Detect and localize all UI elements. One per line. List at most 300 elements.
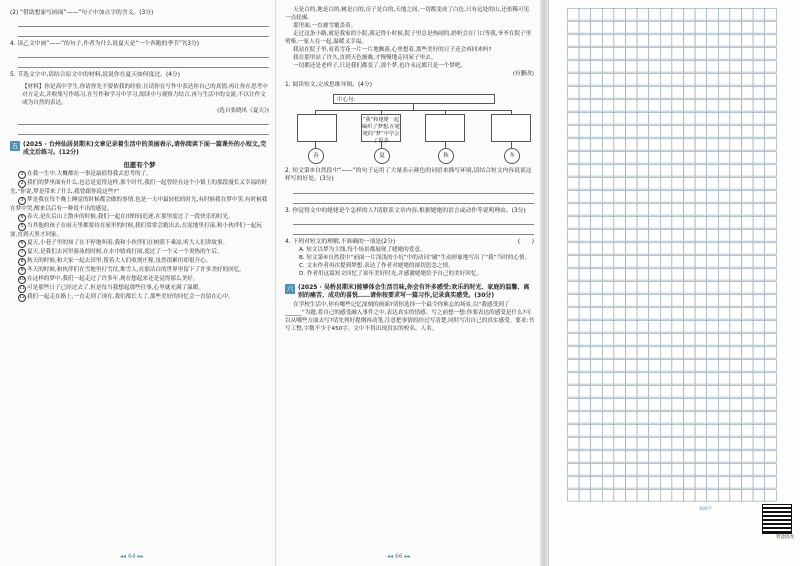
grid-cell[interactable]	[742, 438, 754, 450]
grid-cell[interactable]	[684, 165, 696, 177]
grid-cell[interactable]	[614, 243, 626, 255]
grid-cell[interactable]	[730, 100, 742, 112]
grid-cell[interactable]	[765, 100, 777, 112]
grid-cell[interactable]	[707, 126, 719, 138]
grid-cell[interactable]	[579, 399, 591, 411]
grid-cell[interactable]	[591, 87, 603, 99]
grid-cell[interactable]	[626, 126, 638, 138]
grid-cell[interactable]	[753, 451, 765, 463]
grid-cell[interactable]	[730, 165, 742, 177]
grid-cell[interactable]	[765, 256, 777, 268]
grid-cell[interactable]	[602, 243, 614, 255]
grid-cell[interactable]	[707, 256, 719, 268]
grid-cell[interactable]	[742, 451, 754, 463]
grid-cell[interactable]	[707, 230, 719, 242]
grid-cell[interactable]	[707, 399, 719, 411]
grid-cell[interactable]	[730, 126, 742, 138]
grid-cell[interactable]	[718, 256, 730, 268]
grid-cell[interactable]	[672, 217, 684, 229]
answer-line[interactable]	[293, 217, 534, 225]
grid-cell[interactable]	[614, 230, 626, 242]
grid-cell[interactable]	[649, 204, 661, 216]
grid-cell[interactable]	[695, 360, 707, 372]
grid-cell[interactable]	[626, 360, 638, 372]
grid-cell[interactable]	[765, 35, 777, 47]
grid-cell[interactable]	[695, 9, 707, 21]
grid-cell[interactable]	[707, 217, 719, 229]
grid-cell[interactable]	[672, 35, 684, 47]
grid-cell[interactable]	[684, 477, 696, 489]
grid-cell[interactable]	[718, 321, 730, 333]
grid-cell[interactable]	[660, 360, 672, 372]
grid-cell[interactable]	[753, 204, 765, 216]
grid-cell[interactable]	[637, 425, 649, 437]
grid-cell[interactable]	[730, 334, 742, 346]
grid-cell[interactable]	[614, 87, 626, 99]
grid-cell[interactable]	[730, 282, 742, 294]
grid-cell[interactable]	[765, 139, 777, 151]
grid-cell[interactable]	[602, 139, 614, 151]
grid-cell[interactable]	[637, 126, 649, 138]
grid-cell[interactable]	[660, 334, 672, 346]
grid-cell[interactable]	[718, 9, 730, 21]
grid-cell[interactable]	[637, 178, 649, 190]
grid-cell[interactable]	[742, 87, 754, 99]
grid-cell[interactable]	[637, 308, 649, 320]
grid-cell[interactable]	[614, 490, 626, 502]
grid-cell[interactable]	[637, 139, 649, 151]
grid-cell[interactable]	[626, 204, 638, 216]
answer-line[interactable]	[18, 60, 269, 68]
grid-cell[interactable]	[637, 412, 649, 424]
grid-cell[interactable]	[707, 295, 719, 307]
grid-cell[interactable]	[753, 243, 765, 255]
grid-cell[interactable]	[579, 22, 591, 34]
grid-cell[interactable]	[626, 243, 638, 255]
grid-cell[interactable]	[614, 373, 626, 385]
grid-cell[interactable]	[672, 22, 684, 34]
grid-cell[interactable]	[614, 451, 626, 463]
grid-cell[interactable]	[626, 477, 638, 489]
grid-cell[interactable]	[637, 165, 649, 177]
grid-cell[interactable]	[591, 464, 603, 476]
grid-cell[interactable]	[695, 74, 707, 86]
grid-cell[interactable]	[649, 100, 661, 112]
grid-cell[interactable]	[614, 399, 626, 411]
grid-cell[interactable]	[730, 48, 742, 60]
grid-cell[interactable]	[614, 308, 626, 320]
grid-cell[interactable]	[742, 347, 754, 359]
grid-cell[interactable]	[626, 490, 638, 502]
grid-cell[interactable]	[753, 35, 765, 47]
grid-cell[interactable]	[614, 74, 626, 86]
grid-cell[interactable]	[649, 256, 661, 268]
grid-cell[interactable]	[753, 22, 765, 34]
grid-cell[interactable]	[614, 100, 626, 112]
grid-cell[interactable]	[730, 373, 742, 385]
grid-cell[interactable]	[672, 425, 684, 437]
grid-cell[interactable]	[579, 477, 591, 489]
grid-cell[interactable]	[765, 425, 777, 437]
grid-cell[interactable]	[568, 412, 580, 424]
grid-cell[interactable]	[718, 87, 730, 99]
grid-cell[interactable]	[742, 321, 754, 333]
grid-cell[interactable]	[626, 139, 638, 151]
grid-cell[interactable]	[718, 191, 730, 203]
grid-cell[interactable]	[637, 373, 649, 385]
grid-cell[interactable]	[695, 321, 707, 333]
grid-cell[interactable]	[707, 139, 719, 151]
grid-cell[interactable]	[742, 178, 754, 190]
grid-cell[interactable]	[742, 282, 754, 294]
grid-cell[interactable]	[602, 113, 614, 125]
grid-cell[interactable]	[602, 412, 614, 424]
grid-cell[interactable]	[707, 74, 719, 86]
grid-cell[interactable]	[626, 152, 638, 164]
grid-cell[interactable]	[637, 22, 649, 34]
grid-cell[interactable]	[649, 399, 661, 411]
grid-cell[interactable]	[637, 477, 649, 489]
grid-cell[interactable]	[718, 165, 730, 177]
grid-cell[interactable]	[718, 243, 730, 255]
grid-cell[interactable]	[637, 438, 649, 450]
grid-cell[interactable]	[672, 87, 684, 99]
grid-cell[interactable]	[591, 399, 603, 411]
grid-cell[interactable]	[579, 386, 591, 398]
grid-cell[interactable]	[742, 100, 754, 112]
grid-cell[interactable]	[707, 412, 719, 424]
grid-cell[interactable]	[684, 464, 696, 476]
grid-cell[interactable]	[614, 126, 626, 138]
grid-cell[interactable]	[695, 204, 707, 216]
grid-cell[interactable]	[649, 191, 661, 203]
grid-cell[interactable]	[718, 360, 730, 372]
grid-cell[interactable]	[695, 412, 707, 424]
grid-cell[interactable]	[649, 282, 661, 294]
grid-cell[interactable]	[765, 477, 777, 489]
grid-cell[interactable]	[753, 87, 765, 99]
grid-cell[interactable]	[637, 9, 649, 21]
grid-cell[interactable]	[614, 178, 626, 190]
mind-map-box-empty[interactable]	[425, 114, 465, 142]
grid-cell[interactable]	[591, 152, 603, 164]
grid-cell[interactable]	[579, 126, 591, 138]
grid-cell[interactable]	[753, 230, 765, 242]
grid-cell[interactable]	[660, 243, 672, 255]
grid-cell[interactable]	[649, 165, 661, 177]
grid-cell[interactable]	[684, 321, 696, 333]
grid-cell[interactable]	[742, 22, 754, 34]
grid-cell[interactable]	[695, 373, 707, 385]
grid-cell[interactable]	[753, 399, 765, 411]
grid-cell[interactable]	[695, 126, 707, 138]
grid-cell[interactable]	[649, 490, 661, 502]
grid-cell[interactable]	[568, 74, 580, 86]
grid-cell[interactable]	[684, 126, 696, 138]
grid-cell[interactable]	[602, 425, 614, 437]
grid-cell[interactable]	[591, 347, 603, 359]
grid-cell[interactable]	[660, 386, 672, 398]
grid-cell[interactable]	[637, 217, 649, 229]
grid-cell[interactable]	[579, 464, 591, 476]
grid-cell[interactable]	[568, 399, 580, 411]
grid-cell[interactable]	[730, 152, 742, 164]
grid-cell[interactable]	[568, 113, 580, 125]
grid-cell[interactable]	[649, 438, 661, 450]
grid-cell[interactable]	[614, 412, 626, 424]
grid-cell[interactable]	[672, 9, 684, 21]
grid-cell[interactable]	[753, 412, 765, 424]
grid-cell[interactable]	[730, 295, 742, 307]
grid-cell[interactable]	[707, 464, 719, 476]
grid-cell[interactable]	[626, 334, 638, 346]
grid-cell[interactable]	[765, 230, 777, 242]
grid-cell[interactable]	[568, 386, 580, 398]
grid-cell[interactable]	[649, 74, 661, 86]
grid-cell[interactable]	[649, 373, 661, 385]
grid-cell[interactable]	[637, 35, 649, 47]
grid-cell[interactable]	[742, 126, 754, 138]
grid-cell[interactable]	[684, 399, 696, 411]
grid-cell[interactable]	[660, 152, 672, 164]
grid-cell[interactable]	[753, 74, 765, 86]
grid-cell[interactable]	[579, 48, 591, 60]
grid-cell[interactable]	[579, 87, 591, 99]
grid-cell[interactable]	[614, 191, 626, 203]
grid-cell[interactable]	[591, 165, 603, 177]
grid-cell[interactable]	[637, 269, 649, 281]
grid-cell[interactable]	[660, 204, 672, 216]
grid-cell[interactable]	[614, 282, 626, 294]
grid-cell[interactable]	[649, 308, 661, 320]
grid-cell[interactable]	[718, 217, 730, 229]
grid-cell[interactable]	[591, 412, 603, 424]
grid-cell[interactable]	[649, 269, 661, 281]
grid-cell[interactable]	[614, 321, 626, 333]
option-c[interactable]: C. 文末作者再次提到梦想,表达了作者对姥姥的深切思念之情。	[299, 263, 454, 270]
grid-cell[interactable]	[660, 191, 672, 203]
grid-cell[interactable]	[579, 35, 591, 47]
grid-cell[interactable]	[695, 230, 707, 242]
grid-cell[interactable]	[695, 113, 707, 125]
grid-cell[interactable]	[695, 48, 707, 60]
grid-cell[interactable]	[637, 100, 649, 112]
grid-cell[interactable]	[591, 282, 603, 294]
grid-cell[interactable]	[753, 386, 765, 398]
grid-cell[interactable]	[626, 61, 638, 73]
grid-cell[interactable]	[672, 490, 684, 502]
grid-cell[interactable]	[730, 191, 742, 203]
grid-cell[interactable]	[730, 204, 742, 216]
grid-cell[interactable]	[626, 373, 638, 385]
grid-cell[interactable]	[730, 22, 742, 34]
grid-cell[interactable]	[672, 477, 684, 489]
grid-cell[interactable]	[765, 152, 777, 164]
grid-cell[interactable]	[765, 321, 777, 333]
grid-cell[interactable]	[753, 256, 765, 268]
grid-cell[interactable]	[672, 399, 684, 411]
grid-cell[interactable]	[591, 360, 603, 372]
grid-cell[interactable]	[695, 217, 707, 229]
grid-cell[interactable]	[765, 48, 777, 60]
grid-cell[interactable]	[765, 386, 777, 398]
grid-cell[interactable]	[660, 321, 672, 333]
grid-cell[interactable]	[568, 373, 580, 385]
grid-cell[interactable]	[742, 464, 754, 476]
grid-cell[interactable]	[626, 87, 638, 99]
grid-cell[interactable]	[707, 269, 719, 281]
grid-cell[interactable]	[602, 464, 614, 476]
grid-cell[interactable]	[568, 230, 580, 242]
grid-cell[interactable]	[707, 321, 719, 333]
grid-cell[interactable]	[695, 269, 707, 281]
grid-cell[interactable]	[568, 360, 580, 372]
grid-cell[interactable]	[707, 204, 719, 216]
grid-cell[interactable]	[718, 425, 730, 437]
grid-cell[interactable]	[684, 373, 696, 385]
grid-cell[interactable]	[684, 360, 696, 372]
writing-grid[interactable]	[567, 8, 789, 508]
grid-cell[interactable]	[718, 399, 730, 411]
grid-cell[interactable]	[602, 321, 614, 333]
grid-cell[interactable]	[568, 126, 580, 138]
grid-cell[interactable]	[591, 477, 603, 489]
grid-cell[interactable]	[730, 438, 742, 450]
grid-cell[interactable]	[602, 295, 614, 307]
grid-cell[interactable]	[672, 269, 684, 281]
grid-cell[interactable]	[591, 230, 603, 242]
grid-cell[interactable]	[765, 22, 777, 34]
grid-cell[interactable]	[660, 425, 672, 437]
grid-cell[interactable]	[637, 334, 649, 346]
grid-cell[interactable]	[602, 399, 614, 411]
grid-cell[interactable]	[765, 204, 777, 216]
grid-cell[interactable]	[672, 360, 684, 372]
grid-cell[interactable]	[742, 256, 754, 268]
grid-cell[interactable]	[707, 243, 719, 255]
grid-cell[interactable]	[602, 256, 614, 268]
grid-cell[interactable]	[707, 48, 719, 60]
grid-cell[interactable]	[695, 243, 707, 255]
grid-cell[interactable]	[602, 282, 614, 294]
grid-cell[interactable]	[637, 386, 649, 398]
grid-cell[interactable]	[637, 295, 649, 307]
grid-cell[interactable]	[591, 35, 603, 47]
grid-cell[interactable]	[695, 399, 707, 411]
grid-cell[interactable]	[765, 295, 777, 307]
grid-cell[interactable]	[568, 178, 580, 190]
grid-cell[interactable]	[672, 347, 684, 359]
grid-cell[interactable]	[730, 243, 742, 255]
grid-cell[interactable]	[695, 191, 707, 203]
grid-cell[interactable]	[591, 113, 603, 125]
grid-cell[interactable]	[695, 490, 707, 502]
grid-cell[interactable]	[579, 490, 591, 502]
grid-cell[interactable]	[672, 204, 684, 216]
grid-cell[interactable]	[568, 269, 580, 281]
grid-cell[interactable]	[672, 438, 684, 450]
grid-cell[interactable]	[707, 334, 719, 346]
grid-cell[interactable]	[614, 256, 626, 268]
grid-cell[interactable]	[579, 61, 591, 73]
grid-cell[interactable]	[660, 451, 672, 463]
grid-cell[interactable]	[730, 230, 742, 242]
grid-cell[interactable]	[730, 9, 742, 21]
grid-cell[interactable]	[684, 269, 696, 281]
grid-cell[interactable]	[672, 152, 684, 164]
grid-cell[interactable]	[660, 464, 672, 476]
grid-cell[interactable]	[753, 178, 765, 190]
grid-cell[interactable]	[649, 386, 661, 398]
grid-cell[interactable]	[753, 9, 765, 21]
grid-cell[interactable]	[684, 282, 696, 294]
grid-cell[interactable]	[579, 425, 591, 437]
grid-cell[interactable]	[660, 269, 672, 281]
grid-cell[interactable]	[660, 113, 672, 125]
grid-cell[interactable]	[579, 308, 591, 320]
grid-cell[interactable]	[707, 451, 719, 463]
grid-cell[interactable]	[742, 373, 754, 385]
grid-cell[interactable]	[672, 48, 684, 60]
grid-cell[interactable]	[707, 152, 719, 164]
grid-cell[interactable]	[614, 347, 626, 359]
grid-cell[interactable]	[637, 451, 649, 463]
grid-cell[interactable]	[568, 35, 580, 47]
grid-cell[interactable]	[579, 295, 591, 307]
grid-cell[interactable]	[637, 464, 649, 476]
grid-cell[interactable]	[707, 425, 719, 437]
mind-map-center[interactable]: 中心句:	[333, 94, 495, 104]
grid-cell[interactable]	[637, 347, 649, 359]
grid-cell[interactable]	[637, 87, 649, 99]
grid-cell[interactable]	[765, 438, 777, 450]
grid-cell[interactable]	[614, 48, 626, 60]
grid-cell[interactable]	[695, 282, 707, 294]
grid-cell[interactable]	[707, 438, 719, 450]
grid-cell[interactable]	[591, 74, 603, 86]
grid-cell[interactable]	[742, 295, 754, 307]
grid-cell[interactable]	[753, 217, 765, 229]
grid-cell[interactable]	[649, 217, 661, 229]
grid-cell[interactable]	[568, 334, 580, 346]
grid-cell[interactable]	[718, 178, 730, 190]
grid-cell[interactable]	[626, 308, 638, 320]
grid-cell[interactable]	[684, 35, 696, 47]
grid-cell[interactable]	[695, 61, 707, 73]
grid-cell[interactable]	[579, 74, 591, 86]
grid-cell[interactable]	[718, 438, 730, 450]
grid-cell[interactable]	[684, 9, 696, 21]
grid-cell[interactable]	[730, 386, 742, 398]
grid-cell[interactable]	[695, 451, 707, 463]
grid-cell[interactable]	[568, 87, 580, 99]
grid-cell[interactable]	[672, 451, 684, 463]
grid-cell[interactable]	[718, 347, 730, 359]
grid-cell[interactable]	[672, 386, 684, 398]
grid-cell[interactable]	[660, 217, 672, 229]
grid-cell[interactable]	[684, 74, 696, 86]
grid-cell[interactable]	[730, 256, 742, 268]
grid-cell[interactable]	[591, 438, 603, 450]
grid-cell[interactable]	[626, 256, 638, 268]
grid-cell[interactable]	[765, 334, 777, 346]
grid-cell[interactable]	[672, 61, 684, 73]
answer-line[interactable]	[18, 19, 269, 27]
grid-cell[interactable]	[637, 490, 649, 502]
grid-cell[interactable]	[742, 152, 754, 164]
grid-cell[interactable]	[765, 165, 777, 177]
grid-cell[interactable]	[765, 360, 777, 372]
